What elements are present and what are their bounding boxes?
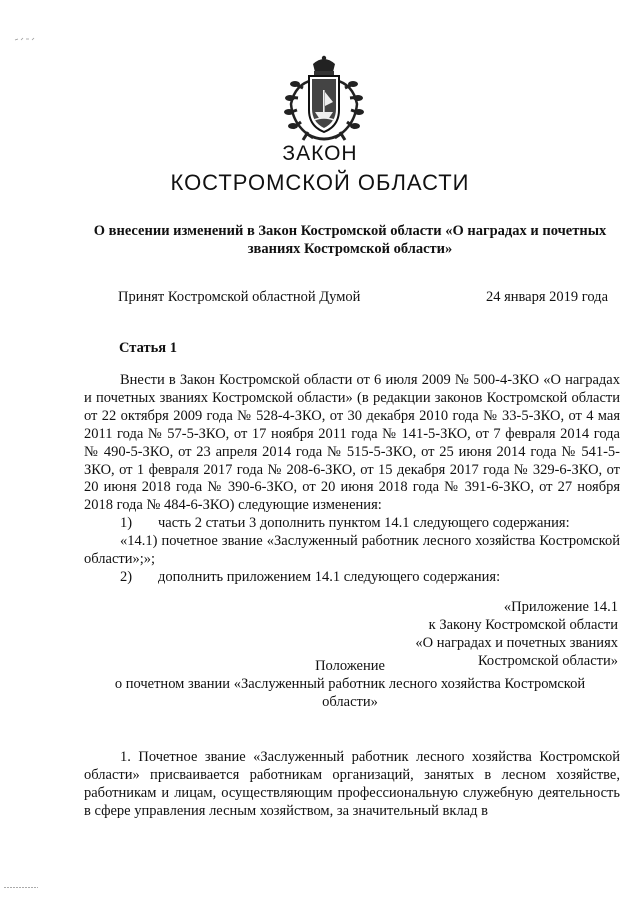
document-type-title: ЗАКОН [282,142,358,165]
list-item [84,569,620,587]
article-body [84,372,620,587]
scan-artifact [4,886,38,889]
appendix-line3: «О наградах и почетных званиях [415,634,618,651]
appendix-line4: Костромской области» [477,652,618,669]
law-subject-line2: званиях Костромской области» [247,241,453,257]
regulation-heading [80,657,620,711]
scan-artifact [14,36,40,42]
appendix-line2: к Закону Костромской области [428,616,618,633]
regulation-subtitle-line1: о почетном звании «Заслуженный работник лесного хозяйства Костромской [114,676,586,692]
regulation-subtitle-line2: области» [322,694,378,710]
item-text: дополнить приложением 14.1 следующего содержания: [158,568,501,585]
regulation-point-1: 1. Почетное звание «Заслуженный работник лесного хозяйства Костромской области» присваивается работникам организаций, занятых в лесном хозяйстве, работникам и лицам, осуществляющим профессиональную служебную деятельность в сфере управления лесным хозяйством, за значительный вклад в [84,749,620,819]
coat-of-arms-icon [283,54,365,146]
appendix-line1: «Приложение 14.1 [503,599,618,615]
article-heading: Статья 1 [119,340,177,356]
adoption-line [118,289,608,306]
item-number: 2) [120,568,133,585]
law-subject-line1: О внесении изменений в Закон Костромской области «О наградах и почетных [93,223,607,239]
region-title: КОСТРОМСКОЙ ОБЛАСТИ [170,170,470,195]
law-subject [80,222,620,258]
item-text: часть 2 статьи 3 дополнить пунктом 14.1 следующего содержания: [158,515,570,532]
regulation-title: Положение [315,658,385,674]
item-number: 1) [120,515,133,532]
item-quote: «14.1) почетное звание «Заслуженный работник лесного хозяйства Костромской области»;»; [84,533,620,568]
adoption-date: 24 января 2019 года [485,289,608,305]
adopted-by: Принят Костромской областной Думой [118,289,361,305]
list-item [84,515,620,533]
article-intro: Внести в Закон Костромской области от 6 июля 2009 № 500-4-ЗКО «О наградах и почетных званиях Костромской области» (в редакции законов Костромской области от 22 октября 2009 года № 528-4-ЗКО, от 30 декабря 2010 года № 33-5-ЗКО, от 4 мая 2011 года № 57-5-ЗКО, от 17 ноября 2011 года № 141-5-ЗКО, от 7 февраля 2014 года № 490-5-ЗКО, от 23 апреля 2014 года № 515-5-ЗКО, от 25 июня 2014 года № 541-5-ЗКО, от 1 февраля 2017 года № 208-6-ЗКО, от 15 декабря 2017 года № 329-6-ЗКО, от 20 июня 2018 года № 390-6-ЗКО, от 20 июня 2018 года № 391-6-ЗКО, от 27 ноября 2018 года № 484-6-ЗКО) следующие изменения: [84,372,620,514]
